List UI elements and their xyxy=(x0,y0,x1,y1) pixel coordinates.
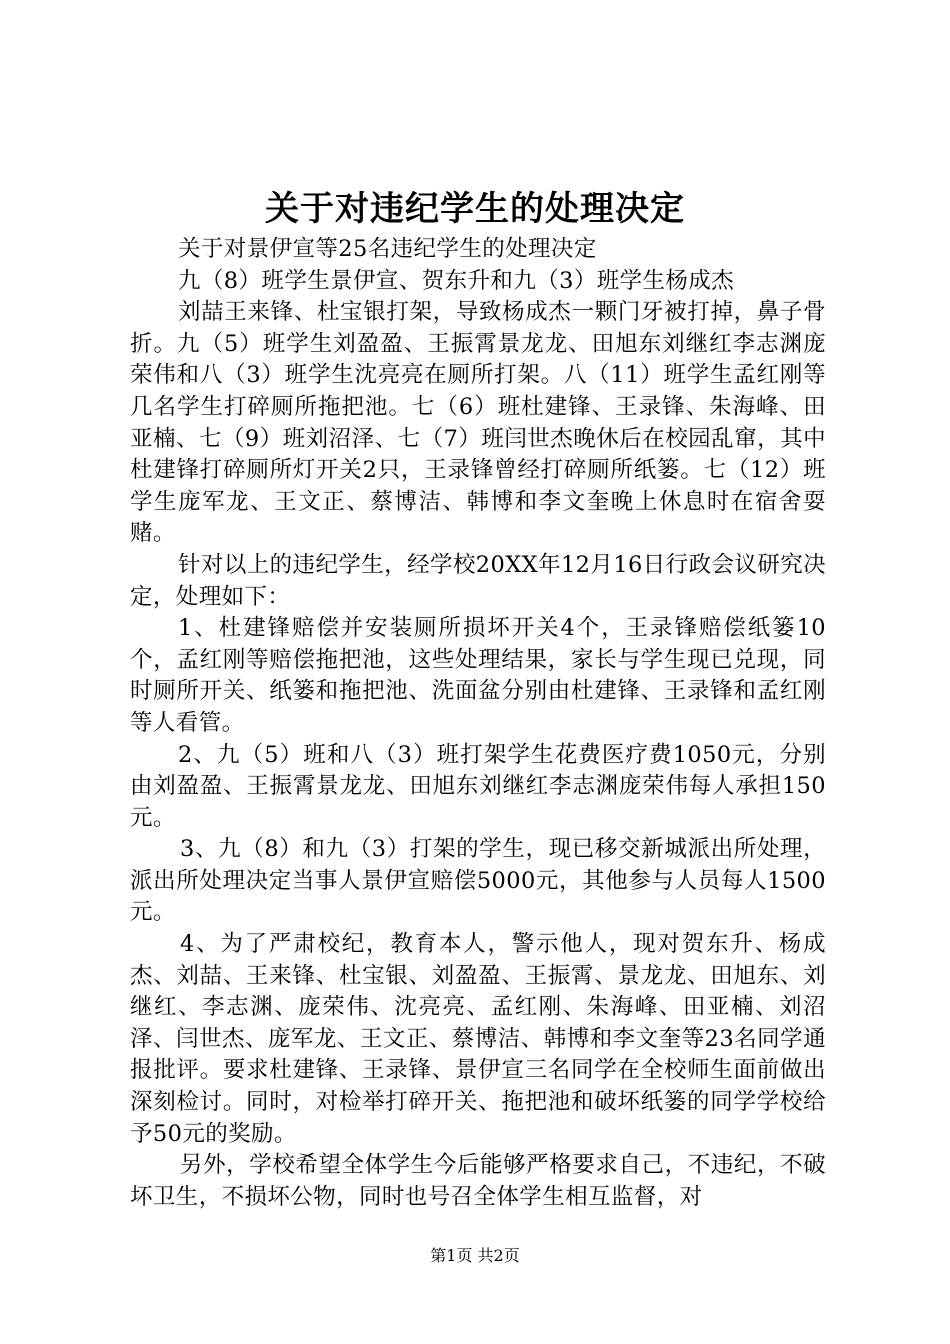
paragraph-students-line: 九（8）班学生景伊宣、贺东升和九（3）班学生杨成杰 xyxy=(178,267,735,294)
paragraph-decision-intro: 针对以上的违纪学生，经学校20XX年12月16日行政会议研究决定，处理如下： xyxy=(130,551,826,610)
document-title: 关于对违纪学生的处理决定 xyxy=(265,189,685,229)
paragraph-item-1: 1、杜建锋赔偿并安装厕所损坏开关4个，王录锋赔偿纸篓10个，孟红刚等赔偿拖把池，这些处理结果，家长与学生现已兑现，同时厕所开关、纸篓和拖把池、洗面盆分别由杜建锋、王录锋和孟红刚等人看管。 xyxy=(130,615,826,736)
paragraph-item-2: 2、九（5）班和八（3）班打架学生花费医疗费1050元，分别由刘盈盈、王振霄景龙龙、田旭东刘继红李志渊庞荣伟每人承担150元。 xyxy=(130,741,826,831)
paragraph-item-3: 3、九（8）和九（3）打架的学生，现已移交新城派出所处理，派出所处理决定当事人景伊宣赔偿5000元，其他参与人员每人1500元。 xyxy=(130,836,826,926)
paragraph-heading-line: 关于对景伊宣等25名违纪学生的处理决定 xyxy=(178,236,597,262)
paragraph-item-4: 4、为了严肃校纪，教育本人，警示他人，现对贺东升、杨成杰、刘喆、王来锋、杜宝银、刘盈盈、王振霄、景龙龙、田旭东、刘继红、李志渊、庞荣伟、沈亮亮、孟红刚、朱海峰、田亚楠、刘沼泽、闫世杰、庞军龙、王文正、蔡博洁、韩博和李文奎等23名同学通报批评。要求杜建锋、王录锋、景伊宣三名同学在全校师生面前做出深刻检讨。同时，对检举打碎开关、拖把池和破坏纸篓的同学学校给予50元的奖励。 xyxy=(130,931,826,1147)
page-indicator: 第1页 共2页 xyxy=(430,1246,520,1265)
document-body xyxy=(130,234,826,1213)
paragraph-closing: 另外，学校希望全体学生今后能够严格要求自己，不违纪，不破坏卫生，不损坏公物，同时也号召全体学生相互监督，对 xyxy=(130,1152,826,1210)
paragraph-incidents: 刘喆王来锋、杜宝银打架，导致杨成杰一颗门牙被打掉，鼻子骨折。九（5）班学生刘盈盈、王振霄景龙龙、田旭东刘继红李志渊庞荣伟和八（3）班学生沈亮亮在厕所打架。八（11）班学生孟红刚等几名学生打碎厕所拖把池。七（6）班杜建锋、王录锋、朱海峰、田亚楠、七（9）班刘沼泽、七（7）班闫世杰晚休后在校园乱窜，其中杜建锋打碎厕所灯开关2只，王录锋曾经打碎厕所纸篓。七（12）班学生庞军龙、王文正、蔡博洁、韩博和李文奎晚上休息时在宿舍耍赌。 xyxy=(130,299,826,547)
